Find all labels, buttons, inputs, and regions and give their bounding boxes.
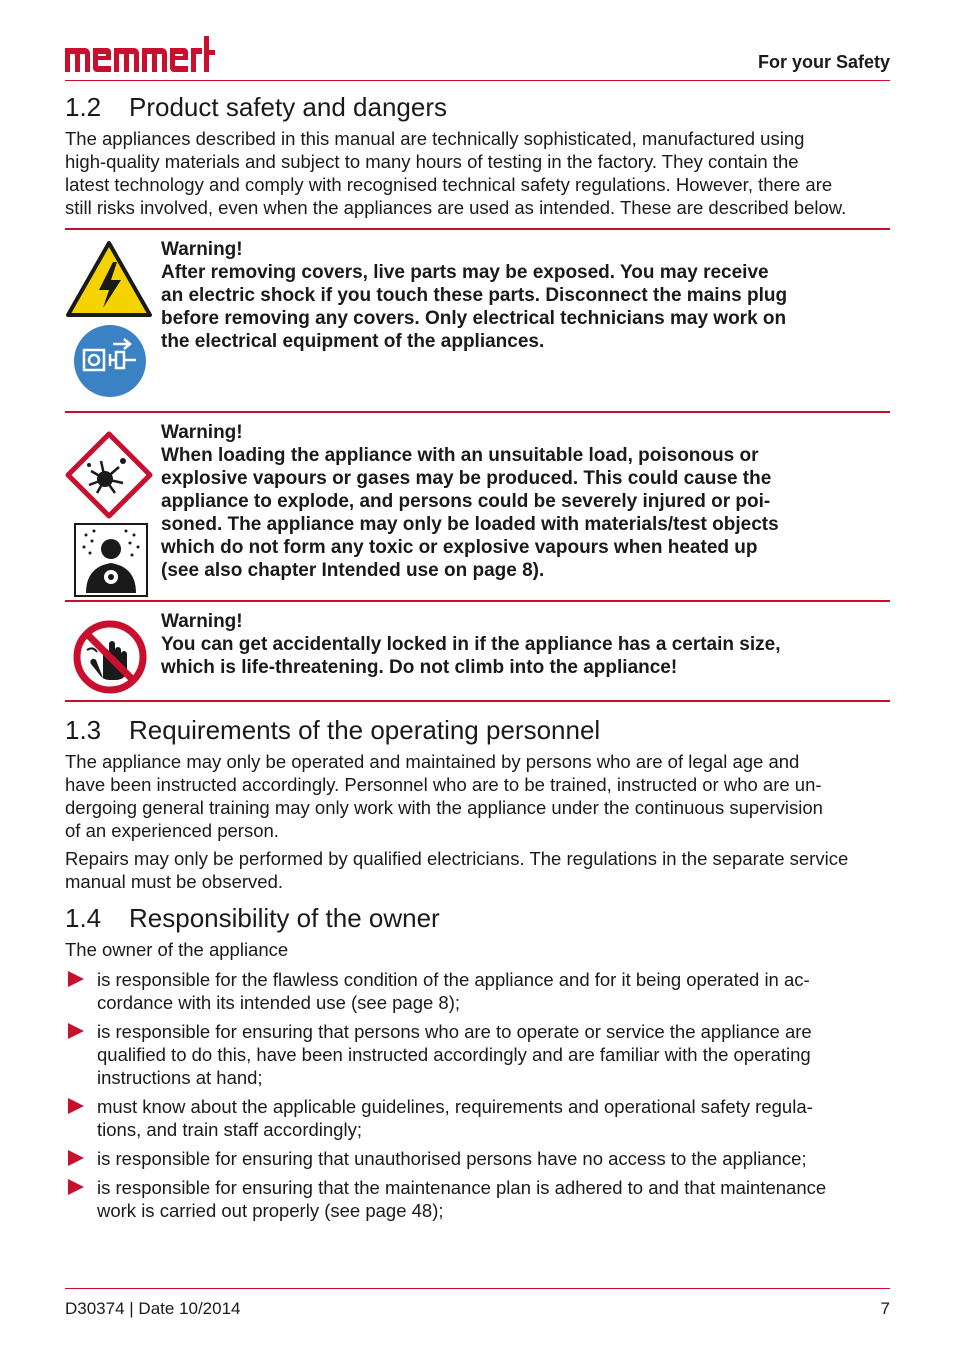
no-entry-hand-icon [73, 620, 147, 694]
owner-responsibility-list [65, 968, 890, 1228]
list-item [65, 1147, 890, 1170]
text-line: Repairs may only be performed by qualified electricians. The regulations in the separate service [65, 848, 849, 869]
list-item [65, 1176, 890, 1222]
text-line: must know about the applicable guidelines, requirements and operational safety regula- [97, 1096, 813, 1117]
text-line: is responsible for ensuring that unauthorised persons have no access to the appliance; [97, 1148, 807, 1169]
warning-line: explosive vapours or gases may be produced. This could cause the [161, 468, 772, 489]
warning-section-end-rule [65, 700, 890, 702]
text-line: The appliances described in this manual are technically sophisticated, manufactured using [65, 128, 805, 149]
text-line: have been instructed accordingly. Personnel who are to be trained, instructed or who are un- [65, 774, 822, 795]
list-item [65, 1095, 890, 1141]
page-number: 7 [880, 1299, 890, 1318]
warning-line: an electric shock if you touch these parts. Disconnect the mains plug [161, 285, 788, 306]
warning-line: the electrical equipment of the appliances. [161, 331, 545, 352]
bullet-arrow-icon [67, 1022, 85, 1040]
text-line: is responsible for ensuring that the maintenance plan is adhered to and that maintenance [97, 1177, 827, 1198]
page-header [65, 30, 890, 81]
bullet-arrow-icon [67, 1178, 85, 1196]
bullet-arrow-icon [67, 970, 85, 988]
text-line: instructions at hand; [97, 1067, 263, 1088]
page-footer [65, 1288, 890, 1318]
warning-line: before removing any covers. Only electrical technicians may work on [161, 308, 787, 329]
text-line: of an experienced person. [65, 820, 279, 841]
section-heading-1-3 [65, 715, 600, 746]
memmert-logo [65, 34, 215, 72]
header-section-title: For your Safety [757, 52, 890, 72]
list-item [65, 1020, 890, 1089]
section-1-3-para-1 [65, 750, 890, 842]
text-line: The appliance may only be operated and maintained by persons who are of legal age and [65, 751, 800, 772]
text-line: high-quality materials and subject to many hours of testing in the factory. They contain the [65, 151, 799, 172]
bullet-arrow-icon [67, 1097, 85, 1115]
warning-line: appliance to explode, and persons could be severely injured or poi- [161, 491, 771, 512]
warning-text [161, 421, 891, 582]
warning-line: (see also chapter Intended use on page 8). [161, 560, 545, 581]
section-heading-1-4 [65, 903, 440, 934]
text-line: dergoing general training may only work with the appliance under the continuous supervision [65, 797, 823, 818]
warning-line: soned. The appliance may only be loaded with materials/test objects [161, 514, 779, 535]
section-number: 1.4 [65, 903, 102, 933]
text-line: is responsible for ensuring that persons who are to operate or service the appliance are [97, 1021, 812, 1042]
text-line: manual must be observed. [65, 871, 284, 892]
document-info: D30374 | Date 10/2014 [65, 1299, 241, 1318]
toxic-vapour-icon [74, 523, 148, 597]
section-1-4-intro: The owner of the appliance [65, 939, 289, 960]
text-line: tions, and train staff accordingly; [97, 1119, 362, 1140]
warning-text [161, 610, 891, 679]
section-number: 1.3 [65, 715, 102, 745]
text-line: is responsible for the flawless condition of the appliance and for it being operated in ac- [97, 969, 810, 990]
bullet-arrow-icon [67, 1149, 85, 1167]
text-line: latest technology and comply with recognised technical safety regulations. However, there are [65, 174, 833, 195]
electric-shock-warning-icon [65, 240, 153, 318]
section-1-3-para-2 [65, 847, 890, 893]
warning-line: After removing covers, live parts may be exposed. You may receive [161, 262, 769, 283]
warning-line: When loading the appliance with an unsuitable load, poisonous or [161, 445, 759, 466]
warning-line: which is life-threatening. Do not climb into the appliance! [161, 657, 678, 678]
warning-line: You can get accidentally locked in if the appliance has a certain size, [161, 634, 781, 655]
section-title: Responsibility of the owner [129, 903, 440, 933]
text-line: qualified to do this, have been instructed accordingly and are familiar with the operating [97, 1044, 811, 1065]
warning-text [161, 238, 891, 353]
section-title: Product safety and dangers [129, 92, 447, 122]
text-line: work is carried out properly (see page 48); [97, 1200, 444, 1221]
warning-box-explosion [65, 411, 890, 602]
warning-heading: Warning! [161, 611, 243, 632]
warning-line: which do not form any toxic or explosive vapours when heated up [161, 537, 758, 558]
explosive-hazard-icon [65, 431, 153, 519]
warning-heading: Warning! [161, 239, 243, 260]
section-1-2-intro [65, 127, 890, 219]
section-title: Requirements of the operating personnel [129, 715, 601, 745]
disconnect-mains-plug-icon [73, 324, 147, 398]
section-number: 1.2 [65, 92, 102, 122]
warning-box-lock-in [65, 600, 890, 702]
list-item [65, 968, 890, 1014]
warning-heading: Warning! [161, 422, 243, 443]
warning-box-electric [65, 228, 890, 413]
section-heading-1-2 [65, 92, 447, 123]
text-line: still risks involved, even when the appliances are used as intended. These are described below. [65, 197, 847, 218]
text-line: cordance with its intended use (see page 8); [97, 992, 461, 1013]
